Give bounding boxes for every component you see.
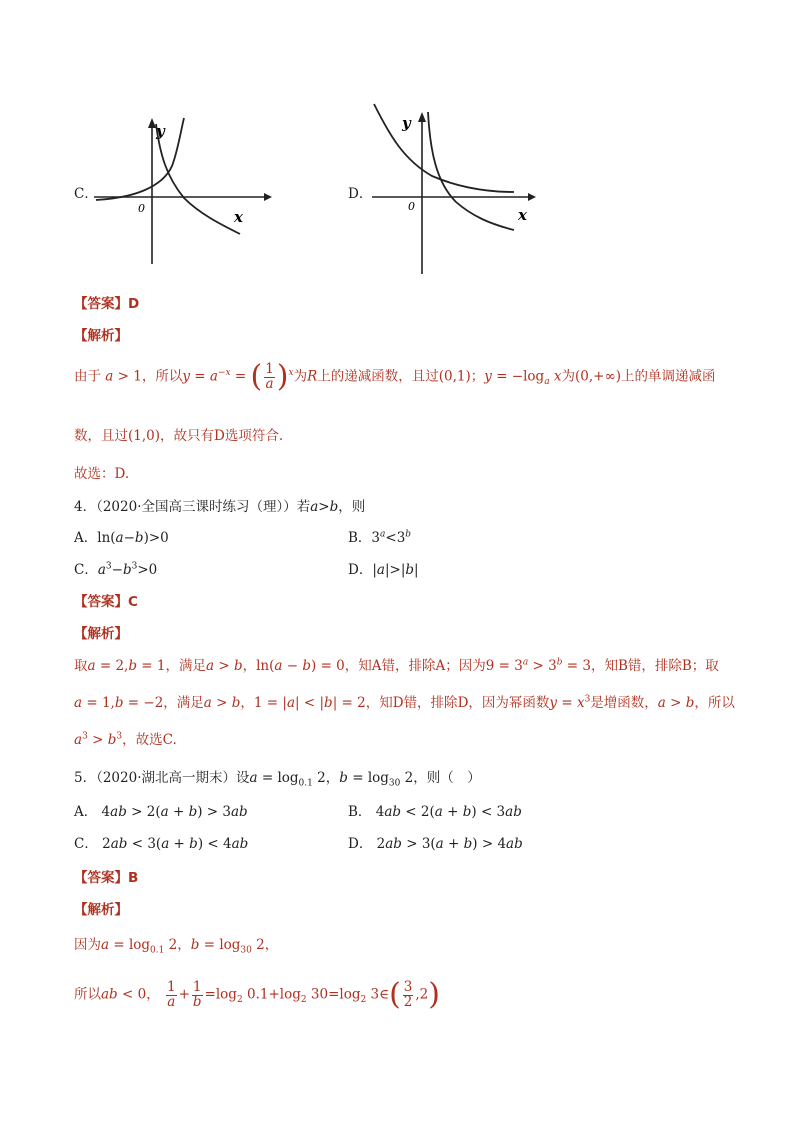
q5-option-c: C． 2ab < 3(a + b) < 4ab (74, 836, 249, 852)
figure-d-x-label: x (518, 206, 527, 224)
q3-conclusion: 故选：D. (74, 466, 130, 482)
q4-analysis-line-2: a = 1,b = −2，满足a > b，1 = |a| < |b| = 2，知D错，排除D，因为幂函数$y = x^3$是增函数，a > b，所以 (74, 694, 735, 711)
figure-c-y-label: y (156, 122, 165, 140)
figure-d-exp-decay-curve (374, 104, 514, 192)
q5-stem: 5．（2020·湖北高一期末）设$a = \log_{0.1} 2$，$b = \log_{30} 2$，则（ ） (74, 770, 481, 789)
q3-analysis-line-2: 数，且过(1,0)，故只有D选项符合. (74, 428, 284, 444)
q4-option-d: D．|a|>|b| (348, 562, 419, 578)
figure-c-graph (92, 114, 272, 266)
figure-d-x-arrow (528, 193, 536, 201)
q5-analysis-line-2: 所以ab < 0， $\frac{1}{a}$ + $\frac{1}{b}$ $=\log_2$ $0.1+\log_2$ $30=\log_2$ 3∈( $\frac{3}{2}$ ,2) (74, 977, 440, 1012)
q4-stem: 4．（2020·全国高三课时练习（理））若a>b，则 (74, 499, 366, 515)
q5-option-a: A． 4ab > 2(a + b) > 3ab (74, 804, 248, 820)
option-c-label: C． (74, 186, 98, 202)
figure-d-y-arrow (418, 112, 426, 122)
q3-answer-row: 【答案】D (74, 296, 140, 312)
q4-option-c: C．$a^3-b^3>0$ (74, 561, 158, 578)
q4-analysis-tag: 【解析】 (74, 626, 128, 642)
q5-analysis-tag: 【解析】 (74, 902, 128, 918)
option-d-label: D． (348, 186, 373, 202)
figure-c-origin: 0 (138, 202, 145, 215)
q4-analysis-line-3: $a^3 > b^3$，故选C. (74, 731, 177, 748)
figure-c-x-label: x (234, 208, 243, 226)
figure-c-x-arrow (264, 193, 272, 201)
figure-c-decay-curve (156, 124, 240, 234)
figure-c-y-arrow (148, 118, 156, 128)
q5-option-d: D． 2ab > 3(a + b) > 4ab (348, 836, 523, 852)
q4-analysis-line-1: 取a = 2,b = 1，满足a > b，ln(a − b) = 0，知A错，排除A；因为$9 = 3^a > 3^b = 3$，知B错，排除B；取 (74, 657, 719, 674)
q4-option-a: A．ln(a−b)>0 (74, 530, 169, 546)
figure-d-y-label: y (402, 114, 411, 132)
figure-d-graph (370, 102, 546, 276)
q3-analysis-line-1: 由于 a > 1，所以$y = a^{-x}$ = ( $\frac{1}{a}$ )$^x$为R上的递减函数，且过(0,1)；$y = -\log_a$ x为(0,+∞)上的单调递减函 (74, 359, 716, 394)
q5-option-b: B． 4ab < 2(a + b) < 3ab (348, 804, 522, 820)
figure-d-log-decay-curve (428, 112, 514, 230)
q5-analysis-line-1: 因为$a = \log_{0.1} 2$，$b = \log_{30} 2$， (74, 937, 279, 956)
q5-answer-row: 【答案】B (74, 870, 139, 886)
figure-d-origin: 0 (408, 200, 415, 213)
figure-c-exp-curve (96, 118, 184, 200)
q4-option-b: B．$3^a<3^b$ (348, 529, 412, 546)
q3-analysis-tag: 【解析】 (74, 328, 128, 344)
q4-answer-row: 【答案】C (74, 594, 138, 610)
